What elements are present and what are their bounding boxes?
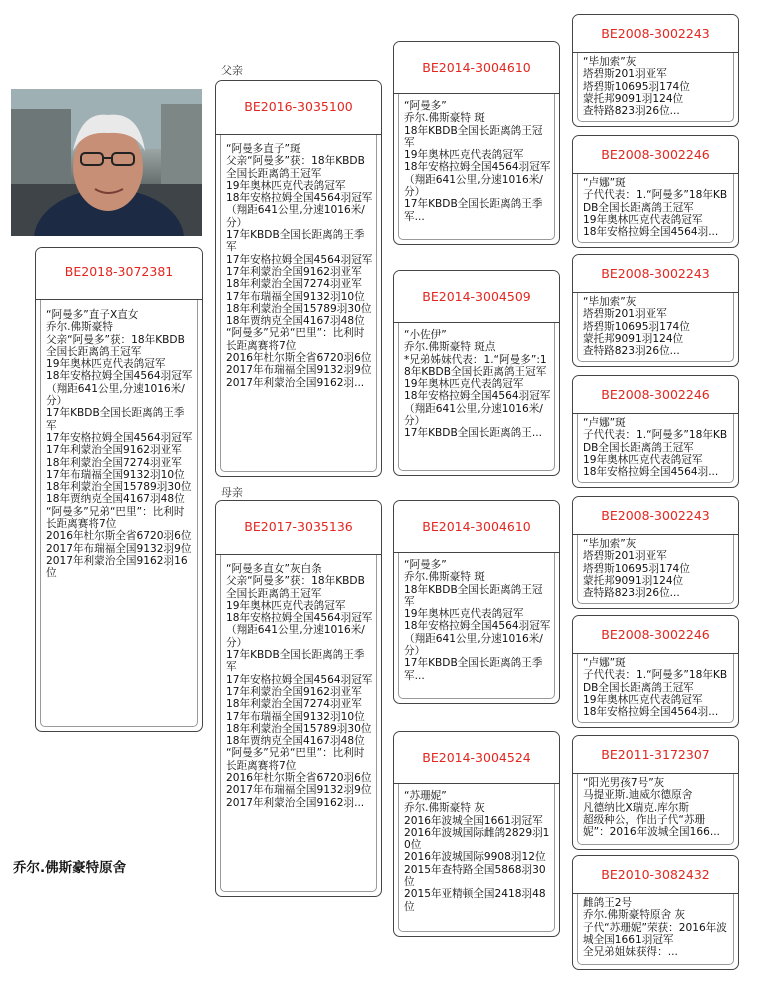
- owner-name: 乔尔.佛斯豪特原舍: [13, 860, 127, 876]
- grandparent-ring-number: BE2014-3004524: [394, 732, 559, 784]
- great-grandparent-card-5: [572, 496, 739, 609]
- great-grandparent-ring-number: BE2010-3082432: [573, 856, 738, 894]
- grandsire-maternal-card: [393, 500, 560, 704]
- great-grandparent-details: “毕加索”灰 塔碧斯201羽亚军 塔碧斯10695羽174位 蒙托邦9091羽124位 查特路823羽26位...: [583, 296, 690, 358]
- great-grandparent-details: “卢娜”斑 子代代表：1.“阿曼多”18年KBDB全国长距离鸽王冠军 19年奥林匹克代表鸽冠军 18年安格拉姆全国4564羽...: [583, 657, 728, 719]
- great-grandparent-card-7: [572, 735, 739, 850]
- mother-ring-number: BE2017-3035136: [216, 501, 381, 555]
- subject-ring-number: BE2018-3072381: [36, 248, 202, 300]
- grandparent-details: “苏珊妮” 乔尔.佛斯豪特 灰 2016年波城全国1661羽冠军 2016年波城国际雌鸽2829羽10位 2016年波城国际9908羽12位 2015年查特路全国5868羽30位 2015年亚精顿全国2418羽48位: [404, 790, 550, 913]
- subject-card: [35, 247, 203, 732]
- granddam-paternal-card: [393, 270, 560, 476]
- great-grandparent-card-2: [572, 135, 739, 248]
- granddam-maternal-card: [393, 731, 560, 937]
- great-grandparent-card-1: [572, 14, 739, 127]
- great-grandparent-ring-number: BE2008-3002246: [573, 136, 738, 174]
- grandparent-details: “小佐伊” 乔尔.佛斯豪特 斑点 *兄弟姊妹代表：1.“阿曼多”:18年KBDB全国长距离鸽王冠军 19年奥林匹克代表鸽冠军 18年安格拉姆全国4564羽冠军（翔距641公里,分速1016米/分） 17年KBDB全国长距离鸽王...: [404, 329, 551, 440]
- father-card: [215, 80, 382, 477]
- grandparent-ring-number: BE2014-3004610: [394, 42, 559, 94]
- great-grandparent-ring-number: BE2008-3002243: [573, 15, 738, 53]
- subject-details: “阿曼多”直子X直女 乔尔.佛斯豪特 父亲“阿曼多”获：18年KBDB全国长距离鸽王冠军 19年奥林匹克代表鸽冠军 18年安格拉姆全国4564羽冠军（翔距641公里,分速1016米/分） 17年KBDB全国长距离鸽王季军 17年安格拉姆全国4564羽冠军 17年利蒙治全国9162羽亚军 18年利蒙治全国7274羽亚军 17年布瑞福全国9132羽10位 18年利蒙治全国15789羽30位 18年贾纳克全国4167羽48位 “阿曼多”兄弟“巴里”：比利时长距离赛将7位 2016年杜尔斯全省6720羽6位 2017年布瑞福全国9132羽9位 2017年利蒙治全国9162羽16位: [46, 309, 193, 580]
- father-label: 父亲: [221, 64, 243, 77]
- owner-photo: [11, 89, 202, 236]
- grandsire-paternal-card: [393, 41, 560, 245]
- mother-label: 母亲: [221, 486, 243, 499]
- great-grandparent-details: “阳光男孩7号”灰 马提亚斯.迪威尔德原舍 凡德纳比X瑞克.库尔斯 超级种公，作出子代“苏珊妮”：2016年波城全国166...: [583, 777, 720, 839]
- grandparent-details: “阿曼多” 乔尔.佛斯豪特 斑 18年KBDB全国长距离鸽王冠军 19年奥林匹克代表鸽冠军 18年安格拉姆全国4564羽冠军（翔距641公里,分速1016米/分） 17年KBDB全国长距离鸽王季军...: [404, 559, 551, 682]
- great-grandparent-details: “毕加索”灰 塔碧斯201羽亚军 塔碧斯10695羽174位 蒙托邦9091羽124位 查特路823羽26位...: [583, 538, 690, 600]
- great-grandparent-card-3: [572, 254, 739, 367]
- grandparent-details: “阿曼多” 乔尔.佛斯豪特 斑 18年KBDB全国长距离鸽王冠军 19年奥林匹克代表鸽冠军 18年安格拉姆全国4564羽冠军（翔距641公里,分速1016米/分） 17年KBDB全国长距离鸽王季军...: [404, 100, 551, 223]
- great-grandparent-ring-number: BE2008-3002243: [573, 255, 738, 293]
- mother-details: “阿曼多直女”灰白条 父亲“阿曼多”获：18年KBDB全国长距离鸽王冠军 19年奥林匹克代表鸽冠军 18年安格拉姆全国4564羽冠军（翔距641公里,分速1016米/分） 17年KBDB全国长距离鸽王季军 17年安格拉姆全国4564羽冠军 17年利蒙治全国9162羽亚军 18年利蒙治全国7274羽亚军 17年布瑞福全国9132羽10位 18年利蒙治全国15789羽30位 18年贾纳克全国4167羽48位 “阿曼多”兄弟“巴里”：比利时长距离赛将7位 2016年杜尔斯全省6720羽6位 2017年布瑞福全国9132羽9位 2017年利蒙治全国9162羽...: [226, 563, 373, 809]
- great-grandparent-card-8: [572, 855, 739, 970]
- great-grandparent-ring-number: BE2008-3002246: [573, 376, 738, 414]
- great-grandparent-details: “卢娜”斑 子代代表：1.“阿曼多”18年KBDB全国长距离鸽王冠军 19年奥林匹克代表鸽冠军 18年安格拉姆全国4564羽...: [583, 177, 728, 239]
- great-grandparent-card-4: [572, 375, 739, 488]
- great-grandparent-details: “毕加索”灰 塔碧斯201羽亚军 塔碧斯10695羽174位 蒙托邦9091羽124位 查特路823羽26位...: [583, 56, 690, 118]
- grandparent-ring-number: BE2014-3004610: [394, 501, 559, 553]
- great-grandparent-card-6: [572, 615, 739, 728]
- owner-photo-illustration: [11, 89, 202, 236]
- grandparent-ring-number: BE2014-3004509: [394, 271, 559, 323]
- great-grandparent-details: “卢娜”斑 子代代表：1.“阿曼多”18年KBDB全国长距离鸽王冠军 19年奥林匹克代表鸽冠军 18年安格拉姆全国4564羽...: [583, 417, 728, 479]
- mother-card: [215, 500, 382, 897]
- great-grandparent-details: 雌鸽王2号 乔尔.佛斯豪特原舍 灰 子代“苏珊妮”荣获：2016年波城全国1661羽冠军 全兄弟姐妹获得：...: [583, 897, 727, 959]
- great-grandparent-ring-number: BE2008-3002246: [573, 616, 738, 654]
- great-grandparent-ring-number: BE2008-3002243: [573, 497, 738, 535]
- great-grandparent-ring-number: BE2011-3172307: [573, 736, 738, 774]
- father-details: “阿曼多直子”斑 父亲“阿曼多”获：18年KBDB全国长距离鸽王冠军 19年奥林匹克代表鸽冠军 18年安格拉姆全国4564羽冠军（翔距641公里,分速1016米/分） 17年KBDB全国长距离鸽王季军 17年安格拉姆全国4564羽冠军 17年利蒙治全国9162羽亚军 18年利蒙治全国7274羽亚军 17年布瑞福全国9132羽10位 18年利蒙治全国15789羽30位 18年贾纳克全国4167羽48位 “阿曼多”兄弟“巴里”：比利时长距离赛将7位 2016年杜尔斯全省6720羽6位 2017年布瑞福全国9132羽9位 2017年利蒙治全国9162羽...: [226, 143, 373, 389]
- father-ring-number: BE2016-3035100: [216, 81, 381, 135]
